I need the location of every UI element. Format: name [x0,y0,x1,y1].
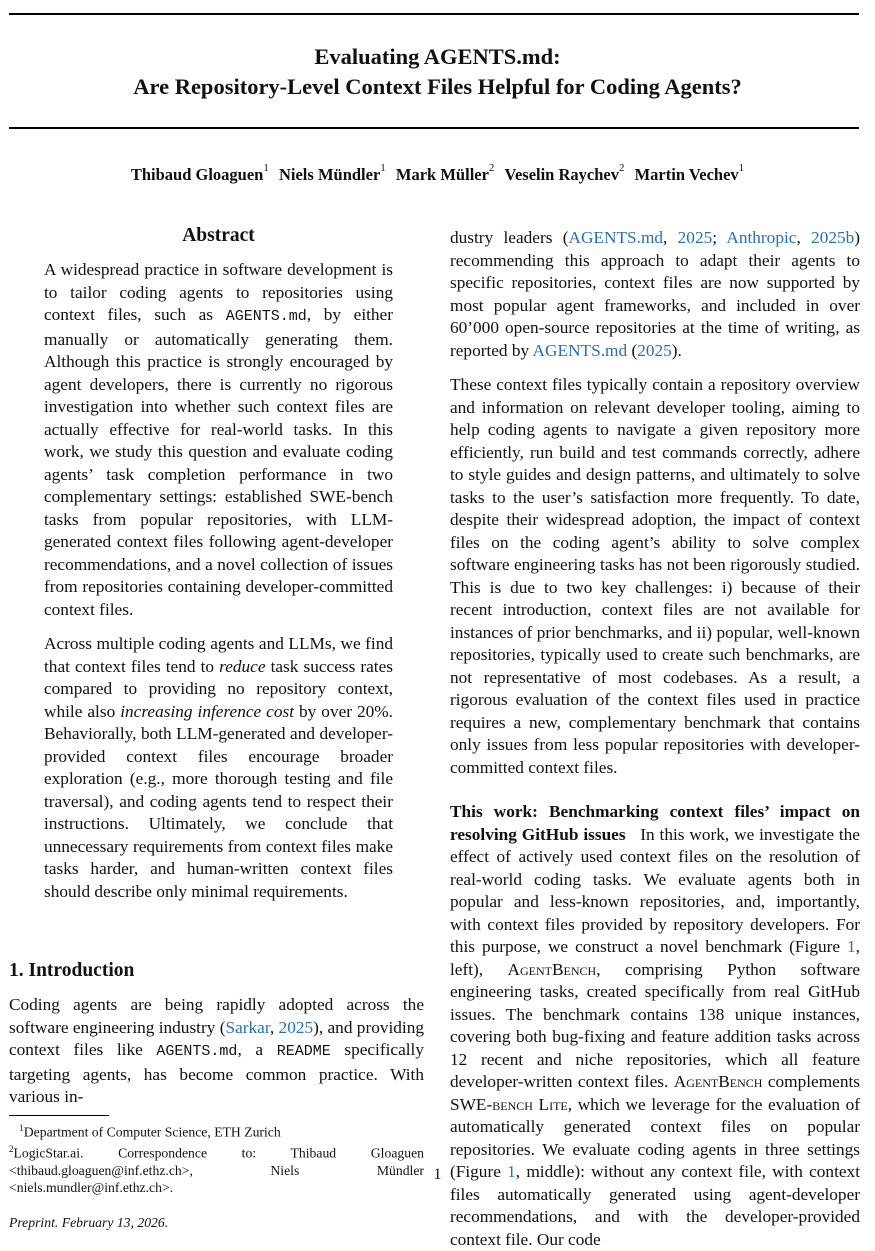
citation-link[interactable]: AGENTS.md [532,340,628,360]
paper-title-line-1: Evaluating AGENTS.md: [314,44,561,69]
intro-paragraph-1-continued: dustry leaders (AGENTS.md, 2025; Anthropic, 2025b) recommending this approach to adapt their agents to specific repositories, context files are now supported by most popular agent frameworks, and included in over 60’000 open-source repositories at the time of writing, as reported by AGENTS.md (2025). [450,228,861,360]
paragraph-runin-heading: This work: Benchmarking context files’ impact on resolving GitHub issues [450,802,860,844]
author: Mark Müller$^2$ [395,162,495,184]
figure-link[interactable]: 1 [847,937,856,956]
right-column [450,227,860,1251]
citation-link[interactable]: AGENTS.md [568,228,664,247]
abstract-paragraph-1: A widespread practice in software development is to tailor coding agents to repositories using context files, such as AGENTS.md, by either manually or automatically generating them. Although this practice is strongly encouraged by agent developers, there is currently no rigorous investigation into whether such context files are actually effective for real-world tasks. In this work, we study this question and evaluate coding agents’ task completion performance in two complementary settings: established SWE-bench tasks from popular repositories, with LLM-generated context files following agent-developer recommendations, and a novel collection of issues from repositories containing developer-committed context files. [44,260,393,619]
intro-paragraph-1: Coding agents are being rapidly adopted across the software engineering industry (Sarkar, 2025), and providing context files like AGENTS.md, a README specifically targeting agents, has become common practice. With various in- [9,995,424,1106]
paper-title-line-2: Are Repository-Level Context Files Helpful for Coding Agents? [133,74,742,99]
preprint-note: Preprint. February 13, 2026. [9,1214,169,1230]
citation-year-link[interactable]: 2025 [677,228,713,247]
citation-year-link[interactable]: 2025b [811,228,855,247]
citation-link[interactable]: Anthropic [726,228,797,247]
introduction-heading: 1. Introduction [9,960,135,981]
left-column [9,223,424,1231]
citation-link[interactable]: Sarkar [225,1017,270,1037]
citation-year-link[interactable]: 2025 [278,1017,314,1037]
page-number: 1 [433,1166,442,1183]
title-bottom-rule [9,127,859,129]
footnote-rule [9,1115,109,1116]
footnote-2: $^2$LogicStar.ai. Correspondence to: Thibaud Gloaguen <thibaud.gloaguen@inf.ethz.ch>, Niels Mündler <niels.mundler@inf.ethz.ch>. [9,1143,424,1196]
footnote-1: $^1$Department of Computer Science, ETH Zurich [19,1122,281,1140]
top-rule [9,13,859,15]
author-list [0,164,875,185]
intro-paragraph-2: These context files typically contain a repository overview and information on relevant developer tooling, aiming to help coding agents to navigate a given repository more efficiently, run build and test commands correctly, adhere to style guides and design patterns, and ultimately to solve tasks to the user’s satisfaction more frequently. To date, despite their widespread adoption, the impact of context files on the coding agent’s ability to solve complex software engineering tasks has not been rigorously studied. This is due to two key challenges: i) because of their recent introduction, context files are not available for instances of prior benchmarks, and ii) popular, well-known repositories, typically used to create such benchmarks, are not representative of most codebases. As a result, a rigorous evaluation of the context files used in practice requires a new, complementary benchmark that contains only issues from less popular repositories with developer-committed context files. [450,375,860,777]
author: Veselin Raychev$^2$ [504,162,625,184]
author: Thibaud Gloaguen$^1$ [130,162,269,184]
figure-link[interactable]: 1 [507,1162,516,1181]
abstract-heading: Abstract [182,225,255,246]
abstract-body [9,259,424,903]
citation-year-link[interactable]: 2025 [637,340,672,360]
author: Niels Mündler$^1$ [278,162,386,184]
intro-paragraph-3: This work: Benchmarking context files’ impact on resolving GitHub issues In this work, we investigate the effect of actively used context files on the resolution of real-world coding tasks. We evaluate agents both in popular and less-known repositories, and, importantly, with context files provided by repository developers. For this purpose, we construct a novel benchmark (Figure 1, left), AgentBench, comprising Python software engineering tasks, created specifically from real GitHub issues. The benchmark contains 138 unique instances, covering both bug-fixing and feature addition tasks across 12 recent and niche repositories, which all feature developer-written context files. AgentBench complements SWE-bench Lite, which we leverage for the evaluation of automatically generated context files on popular repositories. We evaluate coding agents in three settings (Figure 1, middle): without any context file, with context files automatically generated using agent-developer recommendations, and with the developer-provided context file. Our code [450,802,861,1249]
author: Martin Vechev$^1$ [634,162,745,184]
abstract-paragraph-2: Across multiple coding agents and LLMs, we find that context files tend to reduce task success rates compared to providing no repository context, while also increasing inference cost by over 20%. Behaviorally, both LLM-generated and developer-provided context files encourage broader exploration (e.g., more thorough testing and file traversal), and coding agents tend to respect their instructions. Ultimately, we conclude that unnecessary requirements from context files make tasks harder, and human-written context files should describe only minimal requirements. [44,634,394,901]
